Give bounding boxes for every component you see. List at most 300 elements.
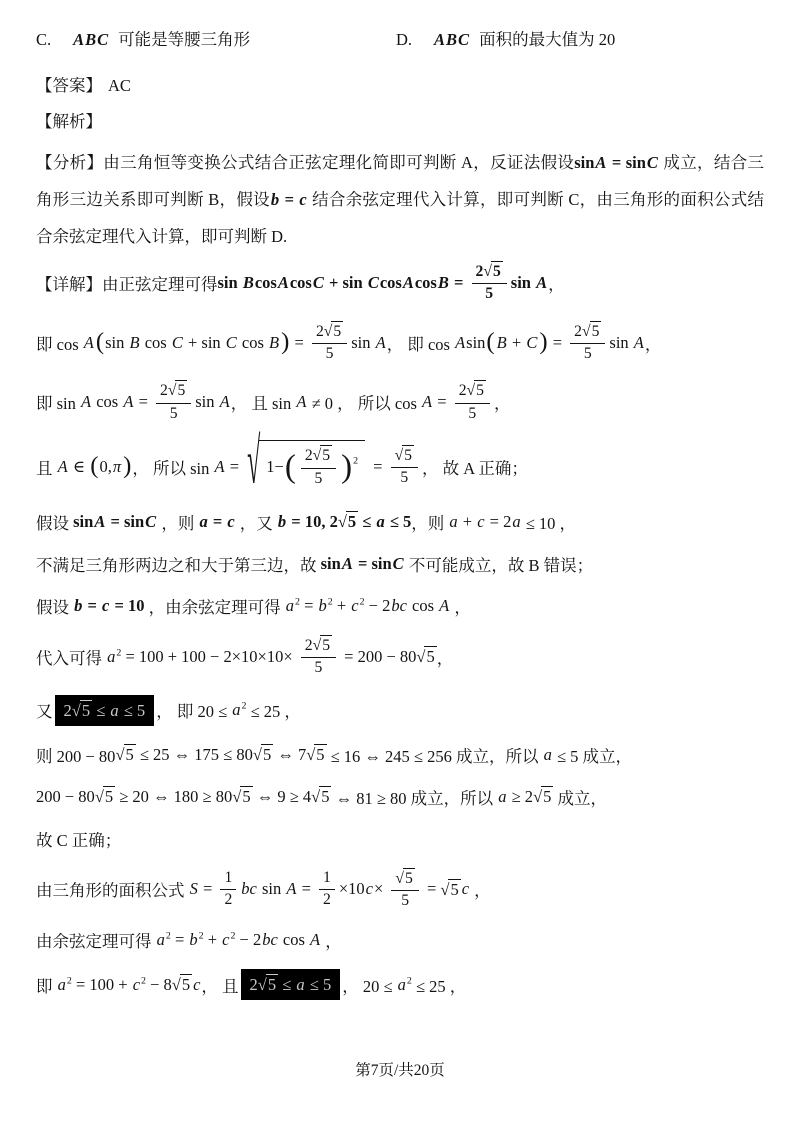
text-run: sin bbox=[510, 272, 536, 292]
text-run: 成立，结合三角形三边关系即可判断 B，假设 bbox=[36, 153, 764, 209]
fraction bbox=[570, 321, 605, 365]
square-root bbox=[582, 321, 601, 342]
text-run: 不可能成立，故 B 错误； bbox=[404, 555, 594, 575]
fraction bbox=[301, 445, 336, 489]
math-variable: A bbox=[296, 392, 307, 412]
math-variable: a bbox=[107, 646, 116, 666]
text-run: ≥ 2 bbox=[507, 786, 534, 806]
text-run: 由三角形的面积公式 bbox=[36, 881, 189, 901]
text-run: = bbox=[548, 332, 567, 352]
text-run: 5 bbox=[426, 647, 435, 667]
math-variable: b bbox=[318, 595, 327, 615]
text-run: 5 bbox=[267, 975, 277, 995]
math-variable: A bbox=[402, 272, 414, 292]
radical-sign-icon: √ bbox=[167, 382, 177, 400]
text-run: 0, bbox=[99, 456, 112, 476]
big-paren: ) bbox=[123, 452, 132, 480]
text-run: = sin bbox=[106, 511, 145, 531]
square-root bbox=[416, 646, 436, 667]
math-variable: c bbox=[351, 595, 359, 615]
text-run: 1 bbox=[224, 869, 233, 887]
text-run: sin bbox=[351, 332, 375, 352]
text-run: 2 bbox=[323, 891, 331, 909]
detail-line-6 bbox=[36, 551, 764, 577]
text-run: ≥ 20 ⇔ 180 ≥ 80 bbox=[115, 786, 233, 806]
option-c-math: ABC bbox=[73, 30, 110, 49]
text-run: 故 C 正确； bbox=[36, 830, 122, 850]
text-run: 代入可得 bbox=[36, 648, 107, 668]
analysis-paragraph bbox=[36, 144, 764, 255]
text-run: = bbox=[299, 595, 318, 615]
math-variable: a bbox=[376, 511, 385, 531]
text-run: 1− bbox=[266, 457, 284, 477]
text-run: 假设 bbox=[36, 513, 74, 533]
text-run: + bbox=[507, 332, 526, 352]
text-run: = bbox=[208, 511, 227, 531]
text-run: 5 bbox=[325, 345, 334, 363]
text-run: 5 bbox=[485, 285, 494, 303]
text-run: = 10 bbox=[110, 595, 145, 615]
text-run: 2 bbox=[224, 891, 233, 909]
text-run: = bbox=[83, 595, 102, 615]
text-run: cos bbox=[289, 272, 312, 292]
detail-line-12 bbox=[36, 826, 764, 852]
text-run: ，则 bbox=[411, 513, 449, 533]
text-run: 1 bbox=[323, 869, 331, 887]
text-run: ⇔ 81 ≥ 80 成立，所以 bbox=[331, 788, 498, 808]
text-run: 5 bbox=[401, 891, 410, 909]
text-run: 5 bbox=[347, 512, 357, 532]
square-root bbox=[313, 635, 332, 656]
text-run: ， bbox=[644, 334, 662, 354]
text-run: 又 bbox=[36, 702, 53, 722]
math-variable: A bbox=[219, 392, 230, 412]
text-run: ， bbox=[493, 394, 511, 414]
document-body bbox=[36, 144, 764, 1000]
text-run: ≤ 5 bbox=[305, 975, 332, 995]
text-run: = bbox=[369, 456, 387, 476]
text-run: sin bbox=[466, 332, 486, 352]
text-run: ，则 bbox=[157, 513, 199, 533]
text-run: ， 故 A 正确； bbox=[422, 458, 528, 478]
text-run: ≤ 16 ⇔ 245 ≤ 256 成立，所以 bbox=[326, 746, 543, 766]
text-run: sin bbox=[195, 392, 219, 412]
text-run: sin bbox=[73, 511, 94, 531]
text-run: − 8 bbox=[145, 974, 172, 994]
text-run: 假设 bbox=[36, 597, 74, 617]
text-run: = 200 − 80 bbox=[340, 646, 417, 666]
text-run: ≤ 5 bbox=[119, 700, 146, 720]
math-variable: a bbox=[232, 700, 241, 720]
detail-line-14: 由余弦定理可得 a 2 = b 2 + c 2 − 2 bc cos A ， bbox=[36, 930, 342, 952]
math-variable: a bbox=[199, 511, 208, 531]
text-run: 5 bbox=[314, 659, 323, 677]
math-variable: c bbox=[299, 190, 307, 209]
detail-line-3 bbox=[36, 380, 764, 424]
text-run: − 2 bbox=[235, 930, 262, 950]
text-run: 2 bbox=[315, 322, 324, 340]
radical-sign-icon: √ bbox=[311, 787, 321, 807]
math-variable: a bbox=[156, 930, 165, 950]
text-run: ， 即 cos bbox=[386, 334, 455, 354]
text-run: ，又 bbox=[235, 513, 277, 533]
radical-sign-icon: √ bbox=[323, 322, 333, 340]
square-root bbox=[440, 879, 460, 900]
fraction bbox=[455, 380, 490, 424]
math-variable: c bbox=[477, 511, 485, 531]
text-run: ⇔ 9 ≥ 4 bbox=[252, 786, 312, 806]
text-run: 5 bbox=[450, 879, 459, 899]
text-run: 5 bbox=[404, 446, 412, 464]
square-root bbox=[533, 786, 553, 807]
text-run: ≠ 0 ， 所以 cos bbox=[307, 394, 422, 414]
square-root bbox=[338, 511, 358, 532]
text-run: sin bbox=[105, 332, 129, 352]
text-run: = bbox=[297, 879, 316, 899]
text-run: ， bbox=[548, 274, 565, 294]
text-run: ≤ bbox=[92, 700, 110, 720]
text-run: = bbox=[290, 332, 308, 352]
radical-sign-icon: √ bbox=[533, 787, 543, 807]
answer-line bbox=[36, 72, 764, 96]
text-run: 5 bbox=[262, 745, 272, 765]
text-run: 5 bbox=[405, 869, 413, 887]
text-run: ， bbox=[321, 932, 342, 952]
text-run: = 100 + 100 − 2×10×10× bbox=[121, 646, 297, 666]
square-root bbox=[95, 786, 115, 807]
math-variable: a bbox=[512, 511, 521, 531]
math-variable: A bbox=[94, 511, 106, 531]
text-run: = bbox=[449, 272, 468, 292]
text-run: = bbox=[225, 456, 244, 476]
text-run: 5 bbox=[169, 404, 178, 422]
math-variable: c bbox=[102, 595, 110, 615]
text-run: sin bbox=[257, 879, 286, 899]
text-run: + sin bbox=[183, 332, 225, 352]
option-c bbox=[36, 26, 396, 50]
text-run: 5 bbox=[81, 700, 91, 720]
math-variable: bc bbox=[241, 879, 257, 899]
math-variable: b bbox=[189, 930, 198, 950]
math-variable: C bbox=[225, 332, 237, 352]
text-run: 5 bbox=[591, 322, 600, 340]
page-footer: 第7页/共20页 bbox=[355, 1062, 445, 1079]
text-run: cos bbox=[237, 332, 269, 352]
radical-sign-icon: √ bbox=[115, 745, 125, 765]
text-run: cos bbox=[92, 392, 123, 412]
radical-sign-icon: √ bbox=[232, 787, 242, 807]
radical-sign-icon: √ bbox=[94, 787, 104, 807]
math-variable: a bbox=[397, 974, 406, 994]
math-variable: A bbox=[595, 153, 607, 172]
answer-value: AC bbox=[108, 76, 131, 95]
square-root bbox=[311, 786, 331, 807]
text-run: 2 bbox=[63, 700, 72, 720]
text-run: 2 bbox=[304, 636, 313, 654]
square-root bbox=[395, 868, 414, 889]
text-run: cos bbox=[278, 930, 310, 950]
detail-line-1 bbox=[36, 261, 764, 305]
radical-sign-icon: √ bbox=[395, 869, 405, 887]
math-variable: a bbox=[449, 511, 458, 531]
text-run: = sin bbox=[353, 553, 392, 573]
math-variable: A bbox=[83, 332, 94, 352]
option-c-label: C. bbox=[36, 30, 52, 49]
math-variable: b bbox=[270, 190, 280, 209]
radical-sign-icon: √ bbox=[257, 975, 267, 995]
text-run: = sin bbox=[607, 153, 646, 172]
math-variable: A bbox=[81, 392, 92, 412]
options-row bbox=[36, 26, 764, 50]
text-run: 5 bbox=[177, 382, 186, 400]
big-paren: ) bbox=[539, 328, 548, 356]
text-run: ≤ 10 ， bbox=[521, 513, 577, 533]
text-run: 2 bbox=[475, 263, 484, 280]
text-run: 5 bbox=[242, 787, 251, 807]
math-variable: C bbox=[171, 332, 183, 352]
math-variable: bc bbox=[391, 595, 407, 615]
square-root bbox=[115, 744, 135, 765]
math-variable: C bbox=[526, 332, 538, 352]
radical-sign-icon: √ bbox=[306, 745, 316, 765]
text-run: 5 bbox=[583, 345, 592, 363]
math-variable: A bbox=[422, 392, 433, 412]
text-run: 5 bbox=[400, 469, 409, 487]
detail-line-8: 代入可得 a 2 = 100 + 100 − 2×10×10× 2 √ 5 5 = 200 − 80 √ 5 ， bbox=[36, 635, 764, 679]
text-run: 【详解】由正弦定理可得 bbox=[36, 274, 218, 294]
text-run: ≤ bbox=[358, 511, 376, 531]
big-paren: ( bbox=[284, 448, 296, 485]
text-run: cos bbox=[407, 595, 439, 615]
square-root bbox=[467, 380, 486, 401]
fraction bbox=[391, 868, 418, 912]
big-paren: ( bbox=[95, 328, 105, 356]
text-run: 5 bbox=[321, 787, 330, 807]
option-d-label: D. bbox=[396, 30, 413, 49]
math-variable: bc bbox=[262, 930, 278, 950]
math-variable: A bbox=[57, 456, 68, 476]
text-run: 5 bbox=[333, 322, 342, 340]
text-run: ， bbox=[436, 648, 454, 668]
math-variable: C bbox=[367, 272, 379, 292]
highlight-box bbox=[241, 969, 341, 1000]
answer-label: 【答案】 bbox=[36, 76, 102, 95]
text-run: = bbox=[422, 879, 441, 899]
radical-sign-icon: √ bbox=[247, 427, 261, 499]
radical-sign-icon: √ bbox=[337, 512, 347, 532]
radical-sign-icon: √ bbox=[252, 745, 262, 765]
fraction bbox=[301, 635, 336, 679]
math-variable: A bbox=[536, 272, 548, 292]
math-variable: B bbox=[129, 332, 140, 352]
square-root bbox=[168, 380, 187, 401]
text-run: 即 bbox=[36, 976, 57, 996]
radical-sign-icon: √ bbox=[171, 975, 181, 995]
text-run: = 10, 2 bbox=[287, 511, 338, 531]
text-run: + bbox=[203, 930, 222, 950]
text-run: 2 bbox=[458, 382, 467, 400]
text-run: 即 sin bbox=[36, 394, 81, 414]
radical-sign-icon: √ bbox=[394, 446, 404, 464]
fraction bbox=[220, 868, 236, 911]
text-run: = bbox=[198, 879, 217, 899]
detail-line-11 bbox=[36, 784, 764, 810]
text-run: sin bbox=[217, 272, 242, 292]
detail-line-10 bbox=[36, 742, 764, 768]
math-variable: c bbox=[193, 974, 201, 994]
text-run: ，由余弦定理可得 bbox=[144, 597, 285, 617]
option-d-math: ABC bbox=[434, 30, 471, 49]
math-variable: A bbox=[375, 332, 386, 352]
text-run: 5 bbox=[104, 787, 114, 807]
math-variable: B bbox=[242, 272, 254, 292]
detail-line-5 bbox=[36, 509, 764, 535]
radical-sign-icon: √ bbox=[483, 263, 492, 280]
text-run: 2 bbox=[574, 322, 582, 340]
math-variable: c bbox=[461, 879, 470, 899]
text-run: ， 即 20 ≤ bbox=[156, 702, 232, 722]
fraction bbox=[312, 321, 347, 365]
square-root bbox=[313, 445, 332, 466]
math-variable: π bbox=[112, 456, 122, 476]
radical-sign-icon: √ bbox=[440, 879, 450, 899]
math-variable: S bbox=[189, 879, 198, 899]
text-run: 则 200 − 80 bbox=[36, 746, 116, 766]
text-run: 5 bbox=[543, 787, 552, 807]
fraction bbox=[319, 868, 335, 911]
square-root bbox=[258, 974, 278, 995]
math-variable: A bbox=[341, 553, 353, 573]
text-run: cos bbox=[379, 272, 402, 292]
text-run: cos bbox=[254, 272, 277, 292]
math-variable: A bbox=[439, 595, 450, 615]
big-paren: ) bbox=[341, 448, 353, 485]
math-variable: C bbox=[145, 511, 157, 531]
math-variable: b bbox=[277, 511, 287, 531]
text-run: 2 bbox=[249, 975, 258, 995]
text-run: 2 bbox=[160, 382, 168, 400]
math-variable: B bbox=[496, 332, 507, 352]
big-paren: ( bbox=[90, 452, 99, 480]
text-run: 【分析】由三角恒等变换公式结合正弦定理化简即可判断 A，反证法假设 bbox=[36, 153, 575, 172]
text-run: 5 bbox=[476, 382, 484, 400]
text-run: ， bbox=[470, 881, 491, 901]
text-run: 结合余弦定理代入计算，即可判断 C，由三角形的面积公式结合余弦定理代入计算，即可判断 D. bbox=[36, 190, 764, 246]
math-variable: B bbox=[437, 272, 449, 292]
square-root bbox=[253, 744, 273, 765]
text-run: 5 bbox=[468, 404, 477, 422]
math-variable: a bbox=[110, 700, 119, 720]
math-variable: a bbox=[498, 786, 507, 806]
text-run: ⇔ 7 bbox=[273, 744, 307, 764]
math-variable: a bbox=[543, 744, 552, 764]
square-root: √ 1− ( 2 √ 5 5 ) 2 bbox=[247, 440, 365, 493]
text-run: cos bbox=[414, 272, 437, 292]
radical-sign-icon: √ bbox=[312, 636, 322, 654]
square-root bbox=[72, 700, 92, 721]
math-variable: a bbox=[285, 595, 295, 615]
text-run: + sin bbox=[324, 272, 367, 292]
square-root bbox=[232, 786, 252, 807]
text-run: ×10 bbox=[338, 879, 365, 899]
text-run: 200 − 80 bbox=[36, 786, 95, 806]
text-run: ≤ bbox=[278, 975, 296, 995]
detail-line-7: 假设 b = c = 10 ，由余弦定理可得 a 2 = b 2 + c 2 − 2 bc cos A ， bbox=[36, 595, 471, 617]
text-run: ≤ 5 bbox=[385, 511, 412, 531]
text-run: 5 bbox=[322, 636, 331, 654]
math-variable: C bbox=[392, 553, 404, 573]
text-run: ， 20 ≤ bbox=[342, 976, 397, 996]
radical-sign-icon: √ bbox=[581, 322, 591, 340]
text-run: ≤ 25 ⇔ 175 ≤ 80 bbox=[135, 744, 253, 764]
text-run: sin bbox=[320, 553, 341, 573]
math-variable: c bbox=[365, 879, 373, 899]
text-run: = bbox=[433, 392, 451, 412]
math-variable: C bbox=[646, 153, 658, 172]
square-root bbox=[324, 321, 343, 342]
text-run: ≤ 5 成立， bbox=[552, 746, 633, 766]
detail-line-2 bbox=[36, 321, 764, 365]
text-run: + bbox=[332, 595, 351, 615]
option-d bbox=[396, 26, 615, 50]
math-variable: c bbox=[222, 930, 230, 950]
text-run: = bbox=[134, 392, 153, 412]
math-variable: A bbox=[455, 332, 466, 352]
text-run: 由余弦定理可得 bbox=[36, 932, 156, 952]
square-root bbox=[483, 261, 502, 282]
detail-line-15: 即 a 2 = 100 + c 2 − 8 √ 5 c ， 且 2 √ 5 ≤ a ≤ 5 ， 20 ≤ a 2 ≤ 25 ， bbox=[36, 969, 764, 1000]
text-run: = 2 bbox=[485, 511, 512, 531]
math-variable: b bbox=[74, 595, 83, 615]
big-paren: ) bbox=[281, 328, 290, 356]
option-c-text: 可能是等腰三角形 bbox=[118, 30, 251, 49]
text-run: 5 bbox=[125, 745, 134, 765]
radical-sign-icon: √ bbox=[71, 700, 81, 720]
text-run: ， 所以 sin bbox=[132, 458, 214, 478]
square-root bbox=[395, 445, 414, 466]
math-variable: B bbox=[269, 332, 280, 352]
text-run: ， 且 sin bbox=[230, 394, 296, 414]
text-run: = bbox=[280, 190, 299, 209]
big-paren: ( bbox=[486, 328, 495, 356]
math-variable: A bbox=[277, 272, 289, 292]
square-root bbox=[306, 744, 326, 765]
text-run: + bbox=[458, 511, 477, 531]
math-variable: C bbox=[312, 272, 324, 292]
analysis-label: 【解析】 bbox=[36, 112, 102, 131]
text-run: × bbox=[373, 879, 388, 899]
math-variable: a bbox=[57, 974, 66, 994]
text-run: sin bbox=[609, 332, 633, 352]
math-variable: c bbox=[227, 511, 235, 531]
square-root bbox=[172, 974, 192, 995]
text-run: 成立， bbox=[553, 788, 607, 808]
option-d-text: 面积的最大值为 20 bbox=[479, 30, 616, 49]
text-run: 不满足三角形两边之和大于第三边，故 bbox=[36, 555, 321, 575]
text-run: 5 bbox=[322, 447, 331, 465]
math-variable: A bbox=[123, 392, 134, 412]
math-variable: c bbox=[132, 974, 141, 994]
text-run: ， bbox=[450, 597, 471, 617]
detail-line-4 bbox=[36, 427, 764, 499]
text-run: ≤ 25 ， bbox=[411, 976, 467, 996]
text-run: cos bbox=[140, 332, 171, 352]
math-variable: A bbox=[286, 879, 297, 899]
text-run: 5 bbox=[181, 975, 191, 995]
text-run: 5 bbox=[316, 745, 325, 765]
math-variable: A bbox=[214, 456, 225, 476]
radical-sign-icon: √ bbox=[466, 382, 476, 400]
